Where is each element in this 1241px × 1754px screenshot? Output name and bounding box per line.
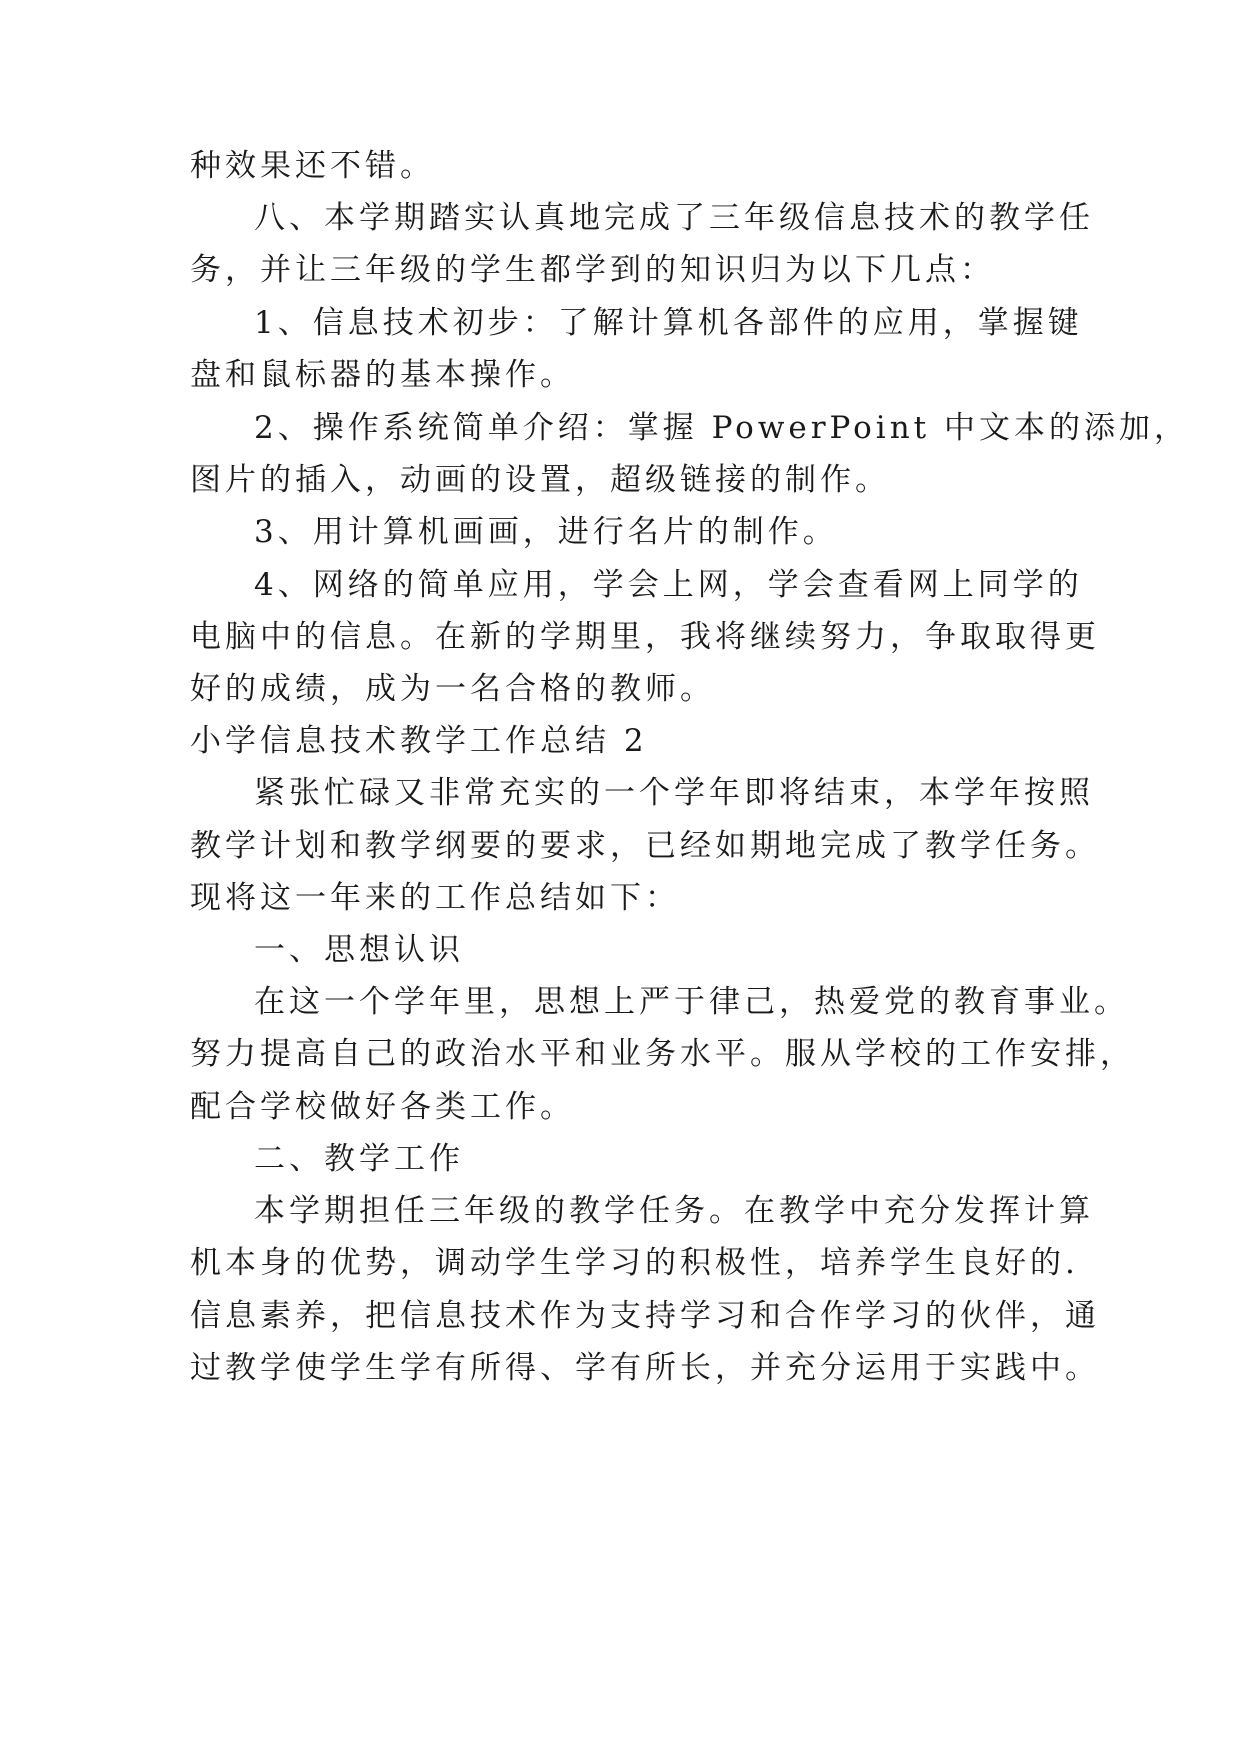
body-text-line: 电脑中的信息。在新的学期里，我将继续努力，争取取得更 (190, 619, 1100, 655)
body-text-line: 配合学校做好各类工作。 (190, 1089, 575, 1125)
body-text-line: 努力提高自己的政治水平和业务水平。服从学校的工作安排， (190, 1036, 1135, 1072)
body-text-line: 过教学使学生学有所得、学有所长，并充分运用于实践中。 (190, 1350, 1100, 1386)
body-text-line: 在这一个学年里，思想上严于律己，热爱党的教育事业。 (254, 984, 1129, 1020)
body-text-line: 3、用计算机画画，进行名片的制作。 (254, 514, 838, 550)
body-text-line: 教学计划和教学纲要的要求，已经如期地完成了教学任务。 (190, 828, 1100, 864)
body-text-line: 盘和鼠标器的基本操作。 (190, 357, 575, 393)
body-text-line: 信息素养，把信息技术作为支持学习和合作学习的伙伴，通 (190, 1298, 1100, 1334)
subsection-heading: 二、教学工作 (254, 1141, 464, 1177)
body-text-line: 现将这一年来的工作总结如下： (190, 880, 680, 916)
body-text-line: 机本身的优势，调动学生学习的积极性，培养学生良好的. (190, 1245, 1079, 1281)
body-text-line: 1、信息技术初步：了解计算机各部件的应用，掌握键 (254, 305, 1083, 341)
body-text-line: 紧张忙碌又非常充实的一个学年即将结束，本学年按照 (254, 775, 1094, 811)
body-text-line: 本学期担任三年级的教学任务。在教学中充分发挥计算 (254, 1193, 1094, 1229)
body-text-line: 图片的插入，动画的设置，超级链接的制作。 (190, 462, 890, 498)
subsection-heading: 一、思想认识 (254, 932, 464, 968)
body-text-line: 种效果还不错。 (190, 148, 435, 184)
body-text-line: 好的成绩，成为一名合格的教师。 (190, 671, 715, 707)
section-heading: 小学信息技术教学工作总结 2 (190, 723, 648, 759)
body-text-line: 八、本学期踏实认真地完成了三年级信息技术的教学任 (254, 200, 1094, 236)
body-text-line: 2、操作系统简单介绍：掌握 PowerPoint 中文本的添加， (254, 410, 1189, 446)
body-text-line: 4、网络的简单应用，学会上网，学会查看网上同学的 (254, 567, 1083, 603)
body-text-line: 务，并让三年级的学生都学到的知识归为以下几点： (190, 252, 995, 288)
